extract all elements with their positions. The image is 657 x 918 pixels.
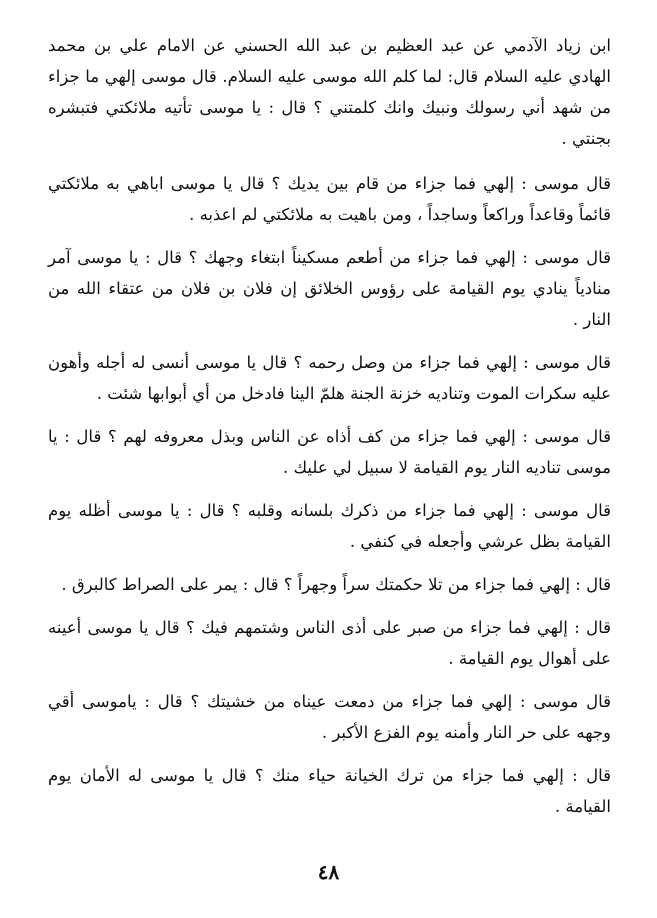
page-number: ٤٨	[317, 860, 340, 884]
paragraph-intro: ابن زياد الآدمي عن عبد العظيم بن عبد الله الحسني عن الامام علي بن محمد الهادي عليه السلام قال: لما كلم الله موسى عليه السلام. قال موسى إلهي ما جزاء من شهد أني رسولك ونبيك وانك كلمتني ؟ قال : يا موسى تأتيه ملائكتي فتبشره بجنتي .	[48, 36, 611, 148]
paragraph-7: قال : إلهي فما جزاء من تلا حكمتك سراً وجهراً ؟ قال : يمر على الصراط كالبرق .	[61, 575, 611, 594]
paragraph-3: قال موسى : إلهي فما جزاء من أطعم مسكيناً ابتغاء وجهك ؟ قال : يا موسى آمر منادياً ينادي يوم القيامة على رؤوس الخلائق إن فلان بن فلان من عتقاء الله من النار .	[48, 248, 611, 329]
paragraph-8: قال : إلهي فما جزاء من صبر على أذى الناس وشتمهم فيك ؟ قال يا موسى أعينه على أهوال يوم القيامة .	[48, 618, 611, 668]
paragraph-9: قال موسى : إلهي فما جزاء من دمعت عيناه من خشيتك ؟ قال : ياموسى أقي وجهه على حر النار وأمنه يوم الفزع الأكبر .	[48, 692, 611, 742]
page-body	[48, 30, 611, 822]
paragraph-6: قال موسى : إلهي فما جزاء من ذكرك بلسانه وقلبه ؟ قال : يا موسى أظله يوم القيامة بظل عرشي وأجعله في كنفي .	[48, 501, 611, 551]
paragraph-2: قال موسى : إلهي فما جزاء من قام بين يديك ؟ قال يا موسى اباهي به ملائكتي قائماً وقاعداً وراكعاً وساجداً ، ومن باهيت به ملائكتي لم اعذبه .	[48, 174, 611, 224]
paragraph-10: قال : إلهي فما جزاء من ترك الخيانة حياء منك ؟ قال يا موسى له الأمان يوم القيامة .	[48, 766, 611, 816]
paragraph-4: قال موسى : إلهي فما جزاء من وصل رحمه ؟ قال يا موسى أنسى له أجله وأهون عليه سكرات الموت وتناديه خزنة الجنة هلمّ الينا فادخل من أي أبوابها شئت .	[48, 353, 611, 403]
paragraph-5: قال موسى : إلهي فما جزاء من كف أذاه عن الناس وبذل معروفه لهم ؟ قال : يا موسى تناديه النار يوم القيامة لا سبيل لي عليك .	[48, 427, 611, 477]
